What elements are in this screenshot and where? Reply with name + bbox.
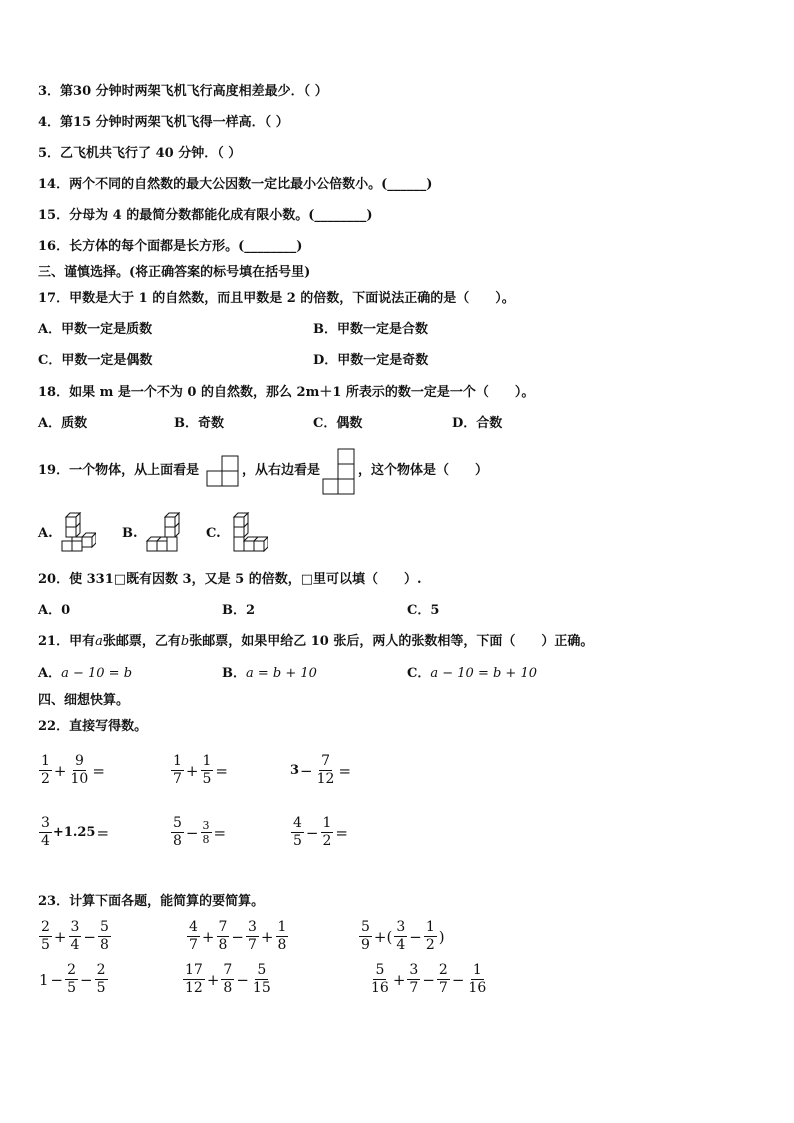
q18-option-a: A．质数 (38, 416, 88, 431)
operator: − (422, 970, 435, 989)
operator: +( (373, 927, 393, 946)
q18-option-c: C．偶数 (313, 416, 363, 431)
q21-text-3: 张邮票，如果甲给乙 10 张后，两人的张数相等，下面（ ）正确。 (189, 634, 594, 649)
numerator: 1 (41, 753, 50, 769)
q21-option-b-label: B． (222, 666, 246, 681)
q18-option-b: B．奇数 (174, 416, 224, 431)
denominator: 16 (371, 980, 389, 996)
equals-sign: = (338, 761, 352, 780)
question-15: 15．分母为 4 的最简分数都能化成有限小数。(________) (38, 208, 373, 223)
operator: + (260, 927, 274, 946)
numerator: 5 (257, 962, 267, 978)
operator: + (392, 970, 406, 989)
fraction (369, 962, 391, 997)
numerator: 3 (70, 919, 80, 935)
fraction (221, 962, 234, 997)
question-14: 14．两个不同的自然数的最大公因数一定比最小公倍数小。(______) (38, 177, 433, 192)
question-3: 3．第30 分钟时两架飞机飞行高度相差最少．（ ） (38, 84, 328, 99)
fraction (201, 753, 214, 788)
numerator: 7 (218, 919, 228, 935)
fraction (315, 753, 337, 788)
q19-option-c-cubes (228, 512, 268, 554)
denominator: 5 (202, 771, 212, 787)
q23-expr-6 (368, 962, 489, 997)
denominator: 5 (96, 980, 106, 996)
denominator: 4 (396, 937, 406, 953)
q17-option-a: A．甲数一定是质数 (38, 322, 153, 337)
numerator: 9 (74, 753, 84, 769)
operator: + (201, 927, 215, 946)
operator: + (206, 970, 220, 989)
q21-var-b: b (180, 634, 190, 649)
fraction (407, 962, 420, 997)
equals-sign: = (213, 823, 227, 842)
numerator: 2 (41, 919, 50, 935)
fraction (437, 962, 450, 997)
denominator: 8 (202, 833, 210, 846)
denominator: 2 (425, 937, 435, 953)
question-20-stem: 20．使 331□既有因数 3，又是 5 的倍数，□里可以填（ ）. (38, 572, 422, 587)
q22-expr-4 (38, 815, 110, 850)
numerator: 5 (173, 815, 182, 831)
denominator: 8 (223, 980, 233, 996)
question-19-part3: ，这个物体是（ ） (358, 463, 489, 478)
q17-option-b: B．甲数一定是合数 (313, 322, 428, 337)
q17-option-c: C．甲数一定是偶数 (38, 353, 153, 368)
q21-option-c-label: C． (407, 666, 431, 681)
question-19-part1: 19．一个物体，从上面看是 (38, 463, 200, 478)
fraction (291, 815, 304, 850)
q20-option-c: C．5 (407, 603, 440, 618)
denominator: 5 (41, 937, 50, 953)
fraction (171, 815, 184, 850)
question-19-part2: ，从右边看是 (242, 463, 321, 478)
q21-text-2: 张邮票，乙有 (102, 634, 181, 649)
q20-option-a: A．0 (38, 603, 71, 618)
right-view-figure (322, 448, 356, 496)
question-18-stem: 18．如果 m 是一个不为 0 的自然数，那么 2m＋1 所表示的数一定是一个（ ）。 (38, 385, 535, 400)
denominator: 15 (252, 980, 271, 996)
q19-option-a: A. (38, 526, 53, 541)
q19-option-c: C. (206, 526, 221, 541)
fraction (466, 962, 488, 997)
numerator: 3 (396, 919, 406, 935)
operator: − (409, 927, 422, 946)
numerator: 4 (293, 815, 302, 831)
equals-sign: = (215, 761, 228, 780)
denominator: 12 (185, 980, 203, 996)
denominator: 4 (70, 937, 80, 953)
numerator: 7 (223, 962, 233, 978)
question-23-stem: 23．计算下面各题，能简算的要简算。 (38, 894, 265, 909)
fraction (39, 815, 52, 850)
q19-option-b: B. (122, 526, 138, 541)
q22-expr-6 (290, 815, 349, 850)
operator: + (185, 761, 199, 780)
fraction (251, 962, 273, 997)
q22-expr-3 (290, 753, 352, 788)
q21-var-a: a (95, 634, 103, 649)
operator: − (300, 761, 313, 780)
q20-option-b: B．2 (222, 603, 256, 618)
question-17-stem: 17．甲数是大于 1 的自然数，而且甲数是 2 的倍数，下面说法正确的是（ ）。 (38, 291, 515, 306)
numerator: 1 (202, 753, 212, 769)
denominator: 4 (41, 833, 50, 849)
denominator: 7 (409, 980, 419, 996)
equals-sign: = (335, 823, 348, 842)
fraction (276, 919, 289, 954)
fraction (171, 753, 184, 788)
denominator: 9 (361, 937, 370, 953)
fraction (424, 919, 437, 954)
q21-option-a-expr: a − 10 = b (61, 666, 133, 681)
fraction (187, 919, 200, 954)
denominator: 8 (173, 833, 182, 849)
denominator: 8 (218, 937, 228, 953)
question-4: 4．第15 分钟时两架飞机飞得一样高．（ ） (38, 115, 289, 130)
q19-option-a-cubes (60, 512, 96, 554)
q18-option-d: D．合数 (452, 416, 503, 431)
fraction (201, 819, 212, 846)
denominator: 8 (100, 937, 109, 953)
question-22-stem: 22．直接写得数。 (38, 719, 148, 734)
denominator: 8 (277, 937, 287, 953)
numerator: 5 (361, 919, 370, 935)
operator: − (231, 927, 244, 946)
q23-expr-2 (186, 919, 289, 954)
fraction (65, 962, 78, 997)
q21-option-b-expr: a = b + 10 (246, 666, 317, 681)
q23-expr-5 (182, 962, 274, 997)
denominator: 10 (70, 771, 89, 787)
whole-number: 3 (290, 763, 300, 778)
q22-expr-1 (38, 753, 106, 788)
numerator: 2 (67, 962, 77, 978)
fraction (217, 919, 230, 954)
fraction (39, 919, 52, 954)
operator: − (236, 970, 249, 989)
question-21-stem (38, 633, 593, 651)
fraction (246, 919, 259, 954)
denominator: 2 (41, 771, 50, 787)
denominator: 16 (468, 980, 487, 996)
denominator: 7 (173, 771, 182, 787)
denominator: 12 (316, 771, 335, 787)
question-16: 16．长方体的每个面都是长方形。(________) (38, 239, 303, 254)
q22-expr-2 (170, 753, 229, 788)
numerator: 1 (322, 815, 332, 831)
numerator: 17 (185, 962, 203, 978)
operator: − (305, 823, 319, 842)
q19-option-b-cubes (145, 512, 181, 554)
q17-option-d: D．甲数一定是奇数 (313, 353, 429, 368)
fraction (98, 919, 111, 954)
top-view-figure (206, 455, 240, 487)
fraction (69, 753, 91, 788)
denominator: 7 (248, 937, 257, 953)
close-paren: ) (438, 927, 445, 946)
equals-sign: = (96, 823, 110, 842)
numerator: 2 (438, 962, 448, 978)
numerator: 3 (202, 819, 210, 832)
operator: − (185, 823, 199, 842)
fraction (39, 753, 52, 788)
denominator: 5 (293, 833, 302, 849)
numerator: 4 (189, 919, 198, 935)
numerator: 1 (173, 753, 182, 769)
operator: +1.25 (52, 825, 96, 840)
section-4-heading: 四、细想快算。 (38, 693, 130, 708)
fraction (69, 919, 82, 954)
numerator: 1 (425, 919, 435, 935)
q22-expr-5 (170, 815, 227, 850)
q21-option-b (222, 665, 317, 683)
denominator: 7 (438, 980, 448, 996)
question-5: 5．乙飞机共飞行了 40 分钟．（ ） (38, 146, 242, 161)
operator: − (50, 970, 64, 989)
fraction (394, 919, 407, 954)
fraction (183, 962, 205, 997)
denominator: 2 (322, 833, 332, 849)
numerator: 5 (375, 962, 385, 978)
fraction (359, 919, 372, 954)
numerator: 5 (100, 919, 109, 935)
q21-option-c (407, 665, 537, 683)
numerator: 3 (409, 962, 419, 978)
q21-option-a-label: A． (38, 666, 62, 681)
fraction (95, 962, 108, 997)
operator: − (83, 927, 96, 946)
q23-expr-1 (38, 919, 112, 954)
operator: − (451, 970, 465, 989)
denominator: 5 (67, 980, 77, 996)
numerator: 2 (96, 962, 106, 978)
q21-option-a (38, 665, 132, 683)
whole-number: 1 (39, 970, 49, 989)
numerator: 3 (248, 919, 257, 935)
operator: + (53, 761, 67, 780)
equals-sign: = (92, 761, 105, 780)
denominator: 7 (189, 937, 198, 953)
fraction (321, 815, 334, 850)
section-3-heading: 三、谨慎选择。(将正确答案的标号填在括号里) (38, 265, 311, 280)
numerator: 7 (321, 753, 330, 769)
q23-expr-3 (358, 919, 446, 954)
q21-option-c-expr: a − 10 = b + 10 (430, 666, 537, 681)
numerator: 1 (472, 962, 482, 978)
operator: + (53, 927, 67, 946)
q23-expr-4 (38, 962, 109, 997)
numerator: 3 (41, 815, 50, 831)
numerator: 1 (277, 919, 287, 935)
operator: − (80, 970, 93, 989)
q21-text-1: 21．甲有 (38, 634, 96, 649)
